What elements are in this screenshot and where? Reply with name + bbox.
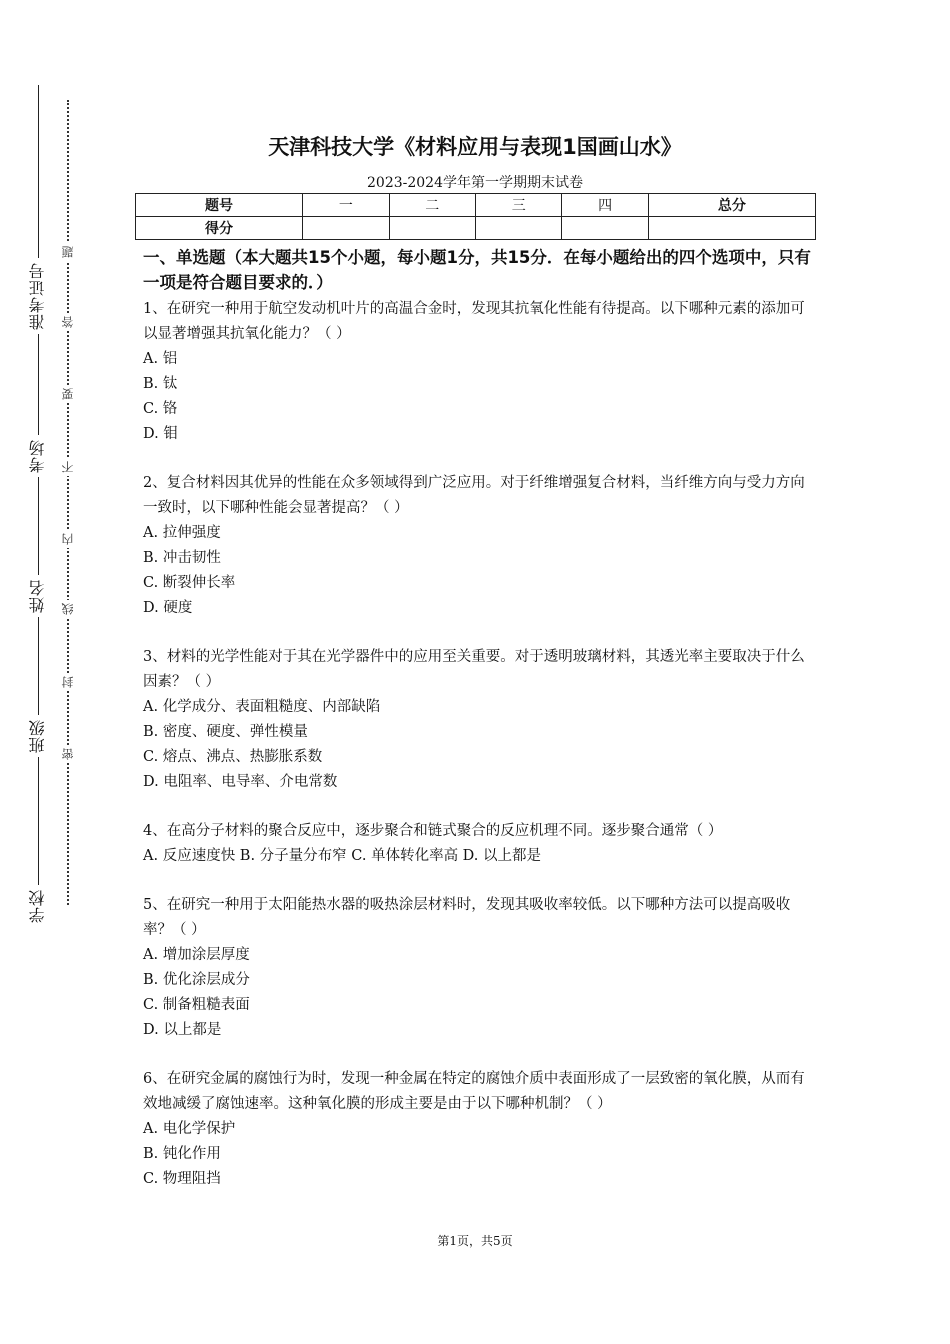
score-table-cell: 题号 — [136, 194, 303, 217]
side-warning-char: 答 — [59, 313, 76, 331]
score-table-cell: 总分 — [648, 194, 815, 217]
binding-dotted-line — [67, 100, 69, 905]
question-option: B. 钝化作用 — [143, 1146, 221, 1162]
question-option: B. 优化涂层成分 — [143, 972, 250, 988]
score-table-header-row — [136, 194, 816, 217]
side-warning-char: 密 — [59, 745, 76, 763]
question-option: A. 增加涂层厚度 — [143, 947, 250, 963]
question-text: 5、在研究一种用于太阳能热水器的吸热涂层材料时，发现其吸收率较低。以下哪种方法可以提高吸收率？（ ） — [143, 897, 791, 938]
question-text: 4、在高分子材料的聚合反应中，逐步聚合和链式聚合的反应机理不同。逐步聚合通常（ ） — [143, 823, 723, 839]
question-option: B. 钛 — [143, 376, 178, 392]
side-warning-char: 题 — [59, 243, 76, 261]
side-label-school: 学校 — [26, 885, 49, 927]
exam-subtitle: 2023-2024学年第一学期期末试卷 — [367, 175, 583, 191]
question-3 — [143, 645, 813, 795]
page-number: 第1页，共5页 — [437, 1234, 513, 1248]
exam-title: 天津科技大学《材料应用与表现1国画山水》 — [268, 135, 682, 159]
question-6 — [143, 1067, 813, 1192]
question-option: D. 钼 — [143, 426, 178, 442]
question-option: D. 电阻率、电导率、介电常数 — [143, 774, 338, 790]
question-option: D. 硬度 — [143, 600, 193, 616]
question-option: A. 反应速度快 B. 分子量分布窄 C. 单体转化率高 D. 以上都是 — [143, 848, 542, 864]
question-option: C. 物理阻挡 — [143, 1171, 221, 1187]
question-option: B. 密度、硬度、弹性模量 — [143, 724, 308, 740]
score-table-cell: 三 — [475, 194, 561, 217]
question-option: C. 断裂伸长率 — [143, 575, 236, 591]
score-table-score-row — [136, 217, 816, 240]
question-option: D. 以上都是 — [143, 1022, 222, 1038]
question-option: A. 电化学保护 — [143, 1121, 236, 1137]
section-heading: 一、单选题（本大题共15个小题，每小题1分，共15分．在每小题给出的四个选项中，只有一项是符合题目要求的．） — [143, 248, 811, 292]
binding-solid-line — [38, 85, 39, 925]
score-table-cell: 一 — [303, 194, 389, 217]
question-option: A. 化学成分、表面粗糙度、内部缺陷 — [143, 699, 381, 715]
score-blank-cell — [562, 217, 648, 240]
score-table-cell: 二 — [389, 194, 475, 217]
question-4 — [143, 819, 813, 869]
score-blank-cell — [303, 217, 389, 240]
question-text: 1、在研究一种用于航空发动机叶片的高温合金时，发现其抗氧化性能有待提高。以下哪种元素的添加可以显著增强其抗氧化能力？（ ） — [143, 301, 805, 342]
exam-content — [143, 245, 813, 1216]
question-1 — [143, 297, 813, 447]
score-blank-cell — [475, 217, 561, 240]
side-label-exam-room: 考场 — [26, 435, 49, 477]
question-text: 2、复合材料因其优异的性能在众多领域得到广泛应用。对于纤维增强复合材料，当纤维方向与受力方向一致时，以下哪种性能会显著提高？（ ） — [143, 475, 805, 516]
side-warning-char: 内 — [59, 530, 76, 548]
question-option: A. 铝 — [143, 351, 178, 367]
question-option: B. 冲击韧性 — [143, 550, 221, 566]
question-text: 6、在研究金属的腐蚀行为时，发现一种金属在特定的腐蚀介质中表面形成了一层致密的氧化膜，从而有效地减缓了腐蚀速率。这种氧化膜的形成主要是由于以下哪种机制？（ ） — [143, 1071, 805, 1112]
question-2 — [143, 471, 813, 621]
side-warning-char: 不 — [59, 458, 76, 476]
question-option: C. 制备粗糙表面 — [143, 997, 250, 1013]
score-blank-cell — [648, 217, 815, 240]
side-warning-char: 线 — [59, 600, 76, 618]
side-label-exam-number: 准考证号 — [26, 258, 49, 334]
side-label-class: 班级 — [26, 715, 49, 757]
side-label-name: 姓名 — [26, 575, 49, 617]
question-option: C. 铬 — [143, 401, 178, 417]
side-warning-char: 要 — [59, 385, 76, 403]
score-table-cell: 四 — [562, 194, 648, 217]
score-table-cell: 得分 — [136, 217, 303, 240]
side-warning-char: 封 — [59, 673, 76, 691]
score-blank-cell — [389, 217, 475, 240]
question-5 — [143, 893, 813, 1043]
question-option: A. 拉伸强度 — [143, 525, 221, 541]
question-option: C. 熔点、沸点、热膨胀系数 — [143, 749, 323, 765]
score-table — [135, 193, 816, 240]
question-text: 3、材料的光学性能对于其在光学器件中的应用至关重要。对于透明玻璃材料，其透光率主要取决于什么因素？（ ） — [143, 649, 805, 690]
